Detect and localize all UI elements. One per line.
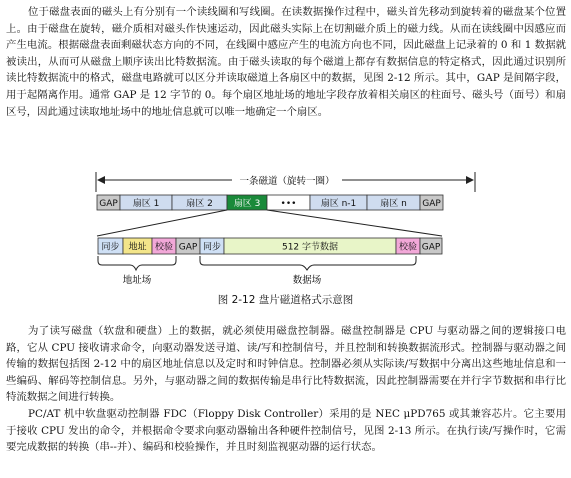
detail-cell-2-label: 校验 — [154, 242, 174, 253]
sector-detail-row — [98, 238, 442, 254]
track-cell-0-label: GAP — [99, 199, 118, 209]
track-format-diagram — [0, 162, 571, 312]
figure-caption: 图 2-12 盘片磁道格式示意图 — [217, 294, 354, 306]
detail-cell-6-label: 校验 — [398, 242, 418, 253]
track-label: 一条磁道（旋转一圈） — [239, 176, 335, 187]
figure-track-format — [0, 162, 571, 312]
paragraph-fdc: PC/AT 机中软盘驱动控制器 FDC（Floppy Disk Controller）采用的是 NEC μPD765 或其兼容芯片。它主要用于接收 CPU 发出的命令，并根据命令要求向驱动器输出各种硬件控制信号，见图 2-13 所示。在执行读/写操作时，它需要完成数据的转换（串--并）、编码和校验操作，并且时刻监视驱动器的运行状态。 — [6, 408, 566, 454]
detail-cell-3-label: GAP — [178, 242, 198, 253]
track-cell-6-label: 扇区 n — [380, 199, 407, 209]
track-cell-7-label: GAP — [422, 199, 441, 209]
data-field-brace — [200, 256, 416, 270]
address-field-brace — [98, 256, 176, 270]
track-cell-2-label: 扇区 2 — [186, 199, 213, 209]
detail-cell-1-label: 地址 — [128, 242, 147, 253]
track-cell-1-label: 扇区 1 — [132, 199, 160, 209]
track-cell-4-label: ••• — [280, 199, 297, 209]
detail-cell-5-label: 512 字节数据 — [281, 242, 339, 253]
address-field-label: 地址场 — [122, 275, 152, 286]
detail-cell-7-label: GAP — [421, 242, 441, 253]
track-cell-3-label: 扇区 3 — [233, 199, 261, 209]
paragraph-disk-controller: 为了读写磁盘（软盘和硬盘）上的数据，就必须使用磁盘控制器。磁盘控制器是 CPU 与驱动器之间的逻辑接口电路，它从 CPU 接收请求命令，向驱动器发送寻道、读/写和控制信号，并且控制和转换数据流形式。控制器与驱动器之间传输的数据包括图 2-12 中的扇区地址信息以及定时和时钟信息。控制器必须从实际读/写数据中分离出这些地址信息和一些编码、解码等控制信息。另外，与驱动器之间的数据传输是串行比特数据流，因此控制器需要在并行字节数据和串行比特流数据之间进行转换。 — [6, 325, 566, 404]
track-row — [97, 195, 443, 210]
detail-cell-4-label: 同步 — [202, 242, 222, 253]
track-cell-5-label: 扇区 n-1 — [320, 199, 357, 209]
paragraph-disk-read: 位于磁盘表面的磁头上有分别有一个读线圈和写线圈。在读数据操作过程中，磁头首先移动到旋转着的磁盘某个位置上。由于磁盘在旋转，磁介质相对磁头作快速运动，因此磁头实际上在切割磁介质上的磁力线。从而在读线圈中因感应而产生电流。根据磁盘表面剩磁状态方向的不同，在线圈中感应产生的电流方向也不同，因此磁盘上记录着的 0 和 1 数据就被读出，从而可从磁盘上顺序读出比特数据流。由于磁头读取的每个磁道上都存有数据信息的特定格式，因此通过识别所读比特数据流中的格式，磁盘电路就可以区分并读取磁道上各扇区中的数据，见图 2-12 所示。其中，GAP 是间隔字段，用于起隔离作用。通常 GAP 是 12 字节的 0。每个扇区地址场的地址字段存放着相关扇区的柱面号、磁头号（面号）和扇区号，因此通过读取地址场中的地址信息就可以唯一地确定一个扇区。 — [6, 6, 566, 118]
data-field-label: 数据场 — [292, 275, 322, 286]
detail-cell-0-label: 同步 — [101, 242, 120, 253]
